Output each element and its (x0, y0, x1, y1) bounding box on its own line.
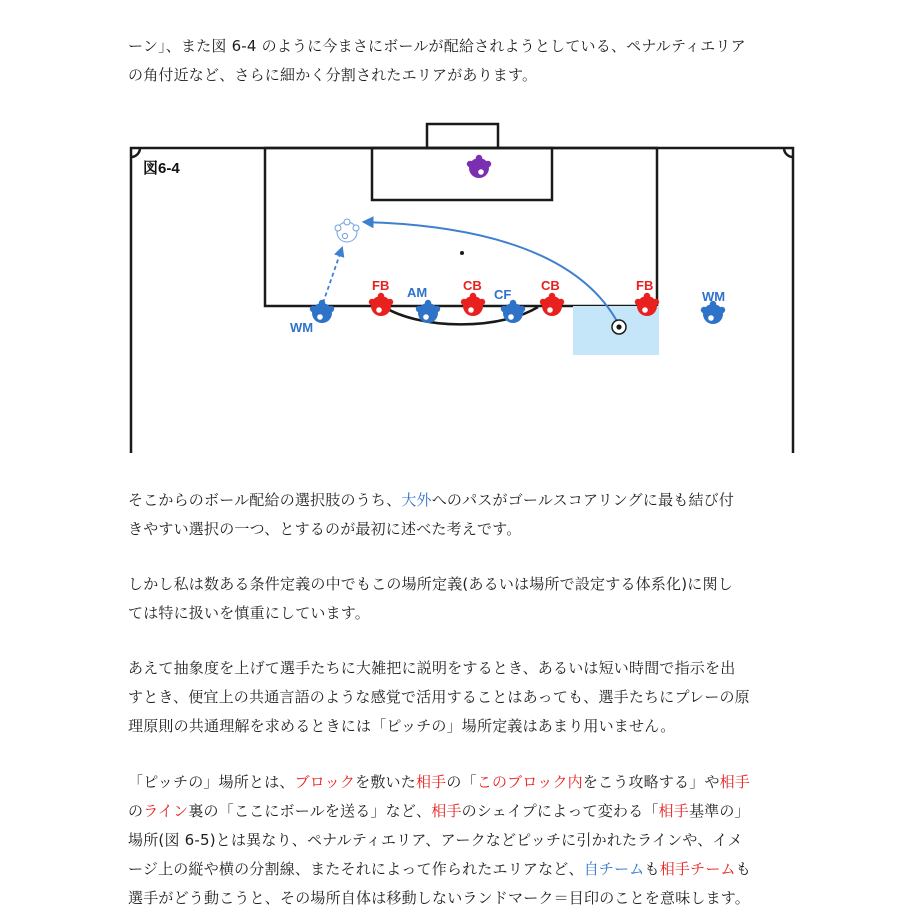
player-label: CB (541, 278, 560, 293)
text-line: しかし私は数ある条件定義の中でもこの場所定義(あるいは場所で設定する体系化)に関し (128, 575, 733, 593)
highlight-term: 相手 (415, 773, 447, 791)
text-run: の (128, 802, 144, 820)
highlight-term: このブロック内 (476, 773, 583, 791)
text-line (128, 768, 808, 797)
intro-paragraph (128, 32, 808, 90)
player-wm-left (310, 300, 334, 323)
text-run: を敷いた (355, 773, 416, 791)
text-run: をこう攻略する」や (582, 773, 720, 791)
text-run: へのパスがゴールスコアリングに最も結び付 (431, 491, 735, 509)
highlight-term: ブロック (294, 773, 356, 791)
player-label: FB (372, 278, 390, 293)
highlight-term: 相手 (658, 802, 689, 820)
player-cb-left (461, 293, 485, 316)
text-line: あえて抽象度を上げて選手たちに大雑把に説明をするとき、あるいは短い時間で指示を出 (128, 659, 736, 677)
figure-label: 図6-4 (143, 160, 180, 177)
highlight-term: 相手 (719, 773, 751, 791)
highlight-term: 相手 (431, 802, 462, 820)
paragraph-1 (128, 486, 808, 544)
player-cb-right (540, 293, 564, 316)
paragraph-3 (128, 654, 808, 741)
player-label: AM (407, 285, 428, 300)
text-run: も (735, 860, 751, 878)
run-arrow (323, 248, 342, 303)
text-run: のシェイプによって変わる「 (461, 802, 659, 820)
player-label: CF (494, 287, 512, 302)
text-line: 選手がどう動こうと、その場所自体は移動しないランドマーク＝目印のことを意味します。 (128, 889, 751, 907)
highlight-term: 自チーム (583, 860, 645, 878)
goalkeeper (467, 155, 491, 178)
player-label: WM (702, 289, 726, 304)
text-line: 理原則の共通理解を求めるときには「ピッチの」場所定義はあまり用いません。 (128, 717, 676, 735)
player-fb-left (369, 293, 393, 316)
intro-line: の角付近など、さらに細かく分割されたエリアがあります。 (128, 66, 538, 84)
text-line (128, 855, 808, 884)
intro-line: ーン」、また図 6-4 のように今まさにボールが配給されようとしている、ペナルティエリア (128, 37, 746, 55)
highlight-term: ライン (143, 802, 189, 820)
player-wm-right (701, 301, 725, 324)
text-line (128, 797, 808, 826)
text-run: 基準の」 (688, 802, 750, 820)
text-run: の「 (446, 773, 477, 791)
pitch-lines (131, 124, 793, 453)
highlight-term: 大外 (401, 491, 432, 509)
text-line (128, 486, 808, 515)
target-position (335, 219, 359, 242)
text-line: 場所(図 6-5)とは異なり、ペナルティエリア、アークなどピッチに引かれたラインや、イメ (128, 831, 743, 849)
text-line: すとき、便宜上の共通言語のような感覚で活用することはあっても、選手たちにプレーの原 (128, 688, 750, 706)
text-run: ージ上の縦や横の分割線、またそれによって作られたエリアなど、 (128, 860, 584, 878)
paragraph-4 (128, 768, 808, 913)
text-run: も (644, 860, 660, 878)
player-label: WM (290, 320, 314, 335)
penalty-spot (460, 251, 464, 255)
text-line: きやすい選択の一つ、とするのが最初に述べた考えです。 (128, 520, 522, 538)
pitch-diagram (126, 118, 798, 458)
text-line: ては特に扱いを慎重にしています。 (128, 604, 371, 622)
ball (612, 320, 626, 334)
text-run: そこからのボール配給の選択肢のうち、 (128, 491, 402, 509)
player-label: FB (636, 278, 654, 293)
player-label: CB (463, 278, 482, 293)
highlight-term: 相手チーム (659, 860, 736, 878)
paragraph-2 (128, 570, 808, 628)
text-run: 裏の「ここにボールを送る」など、 (188, 802, 432, 820)
text-run: 「ピッチの」場所とは、 (128, 773, 295, 791)
